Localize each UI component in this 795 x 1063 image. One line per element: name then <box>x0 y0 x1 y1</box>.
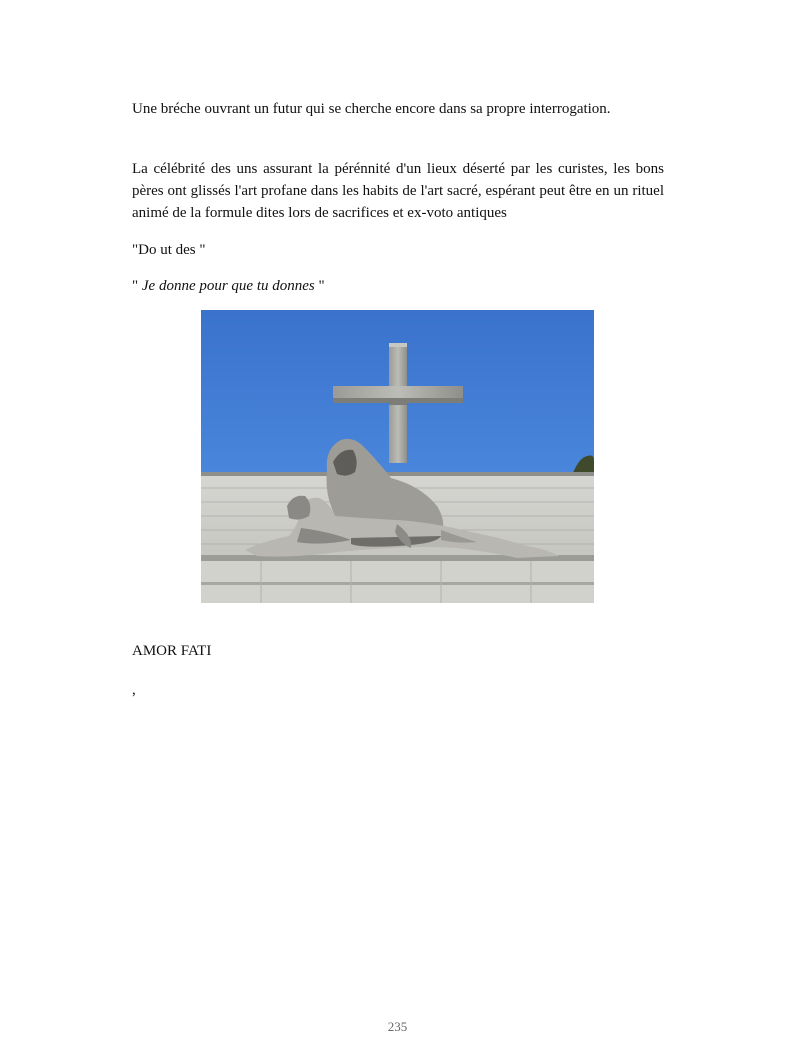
stray-comma: , <box>132 682 136 698</box>
paragraph-2: La célébrité des uns assurant la pérénnité d'un lieux déserté par les curistes, les bons pères ont glissés l'art profane dans les habits de l'art sacré, espérant peut être en un rituel animé de la formule dites lors de sacrifices et ex-voto antiques <box>132 161 664 221</box>
pieta-cross-photo <box>201 310 594 603</box>
french-quote-text: Je donne pour que tu donnes <box>141 278 315 294</box>
page-number: 235 <box>387 1019 408 1034</box>
heading-amor-fati: AMOR FATI <box>132 643 212 659</box>
paragraph-1: Une bréche ouvrant un futur qui se cherche encore dans sa propre interrogation. <box>132 101 611 117</box>
latin-quote: "Do ut des " <box>132 242 206 258</box>
quote-open-mark: " <box>132 278 142 294</box>
quote-close-mark: " <box>314 278 325 294</box>
french-quote <box>132 275 664 297</box>
